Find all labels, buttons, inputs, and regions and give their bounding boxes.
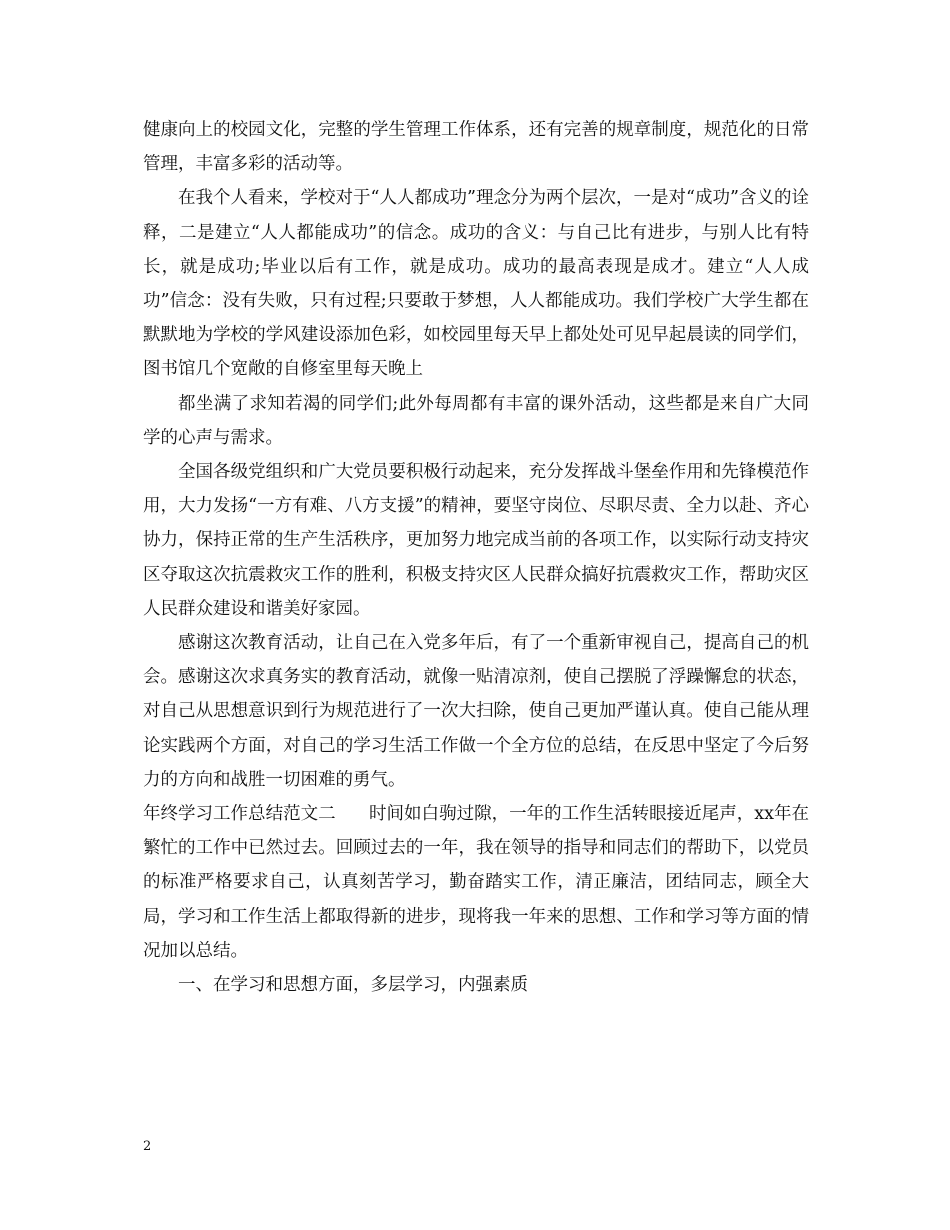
paragraph-2: 在我个人看来，学校对于“人人都成功”理念分为两个层次，一是对“成功”含义的诠释，二是建立“人人都能成功”的信念。成功的含义：与自己比有进步，与别人比有特长，就是成功;毕业以后有工作，就是成功。成功的最高表现是成才。建立“人人成功”信念：没有失败，只有过程;只要敢于梦想，人人都能成功。我们学校广大学生都在默默地为学校的学风建设添加色彩，如校园里每天早上都处处可见早起晨读的同学们，图书馆几个宽敞的自修室里每天晚上 (143, 188, 809, 380)
paragraph-4: 全国各级党组织和广大党员要积极行动起来，充分发挥战斗堡垒作用和先锋模范作用，大力发扬“一方有难、八方支援”的精神，要坚守岗位、尽职尽责、全力以赴、齐心协力，保持正常的生产生活秩序，更加努力地完成当前的各项工作，以实际行动支持灾区夺取这次抗震救灾工作的胜利，积极支持灾区人民群众搞好抗震救灾工作，帮助灾区人民群众建设和谐美好家园。 (143, 462, 809, 619)
paragraph-5: 感谢这次教育活动，让自己在入党多年后，有了一个重新审视自己，提高自己的机会。感谢这次求真务实的教育活动，就像一贴清凉剂，使自己摆脱了浮躁懈怠的状态，对自己从思想意识到行为规范进行了一次大扫除，使自己更加严谨认真。使自己能从理论实践两个方面，对自己的学习生活工作做一个全方位的总结，在反思中坚定了今后努力的方向和战胜一切困难的勇气。 (143, 633, 809, 790)
paragraph-3: 都坐满了求知若渴的同学们;此外每周都有丰富的课外活动，这些都是来自广大同学的心声与需求。 (143, 393, 809, 448)
document-body (143, 113, 809, 1002)
paragraph-6-section-title: 年终学习工作总结范文二 时间如白驹过隙，一年的工作生活转眼接近尾声，xx年在繁忙的工作中已然过去。回顾过去的一年，我在领导的指导和同志们的帮助下，以党员的标准严格要求自己，认真刻苦学习，勤奋踏实工作，清正廉洁，团结同志，顾全大局，学习和工作生活上都取得新的进步，现将我一年来的思想、工作和学习等方面的情况加以总结。 (143, 804, 809, 961)
paragraph-7-heading: 一、在学习和思想方面，多层学习，内强素质 (178, 975, 528, 996)
paragraph-1: 健康向上的校园文化，完整的学生管理工作体系，还有完善的规章制度，规范化的日常管理，丰富多彩的活动等。 (143, 120, 809, 175)
page-number: 2 (143, 1139, 152, 1154)
